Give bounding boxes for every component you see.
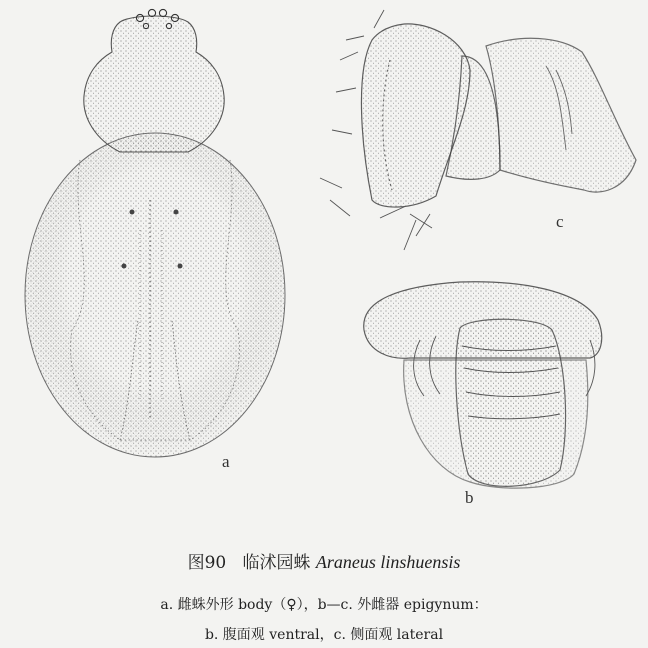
cephalothorax	[84, 16, 224, 152]
figure-caption-line2: a. 雌蛛外形 body（♀），b—c. 外雌器 epigynum：	[160, 597, 488, 613]
species-chinese-name: 临沭园蛛	[242, 553, 311, 573]
figure-caption-title	[0, 548, 648, 573]
label-b: b	[465, 488, 474, 507]
label-c: c	[556, 212, 564, 231]
figure-number: 图90	[187, 553, 227, 573]
species-scientific-name: Araneus linshuensis	[315, 552, 461, 572]
spider-body-drawing	[25, 9, 285, 457]
figure-caption-line3: b. 腹面观 ventral，c. 侧面观 lateral	[204, 627, 444, 643]
epigynum-ventral-drawing	[364, 282, 602, 488]
epigynum-lateral-drawing	[320, 10, 636, 250]
label-a: a	[222, 452, 230, 471]
